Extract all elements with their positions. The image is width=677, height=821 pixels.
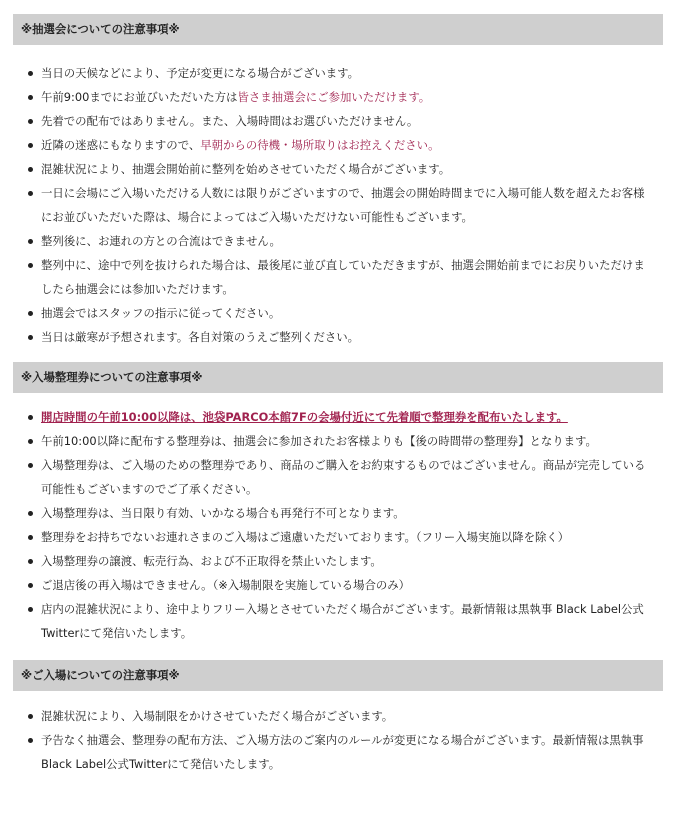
- list-item: [41, 109, 663, 133]
- note-text: 予告なく抽選会、整理券の配布方法、ご入場方法のご案内のルールが変更になる場合がございます。最新情報は黒執事 Black Label公式Twitterにて発信いたします。: [41, 733, 644, 771]
- bullet-icon: [28, 263, 33, 268]
- bullet-icon: [28, 415, 33, 420]
- list-item: [41, 229, 663, 253]
- list-item: [41, 597, 663, 645]
- list-item: [41, 429, 663, 453]
- notes-list: [13, 405, 663, 645]
- list-item: [41, 181, 663, 229]
- note-text: ご退店後の再入場はできません。（※入場制限を実施している場合のみ）: [41, 578, 411, 592]
- list-item: [41, 85, 663, 109]
- bullet-icon: [28, 607, 33, 612]
- bullet-icon: [28, 738, 33, 743]
- highlight-text[interactable]: 開店時間の午前10:00以降は、池袋PARCO本館7Fの会場付近にて先着順で整理券を配布いたします。: [41, 410, 568, 424]
- note-text: 整列中に、途中で列を抜けられた場合は、最後尾に並び直していただきますが、抽選会開始前までにお戻りいただけましたら抽選会には参加いただけます。: [41, 258, 645, 296]
- bullet-icon: [28, 511, 33, 516]
- bullet-icon: [28, 71, 33, 76]
- bullet-icon: [28, 714, 33, 719]
- note-text: 一日に会場にご入場いただける人数には限りがございますので、抽選会の開始時間までに入場可能人数を超えたお客様にお並びいただいた際は、場合によってはご入場いただけない可能性もございます。: [41, 186, 645, 224]
- bullet-icon: [28, 143, 33, 148]
- entry-notes-section: [13, 660, 663, 776]
- ticket-notes-section: [13, 362, 663, 645]
- list-item: [41, 501, 663, 525]
- section-title: ※入場整理券についての注意事項※: [13, 362, 663, 393]
- section-title: ※抽選会についての注意事項※: [13, 14, 663, 45]
- bullet-icon: [28, 95, 33, 100]
- list-item: [41, 453, 663, 501]
- note-text: 入場整理券は、ご入場のための整理券であり、商品のご購入をお約束するものではございません。商品が完売している可能性もございますのでご了承ください。: [41, 458, 646, 496]
- bullet-icon: [28, 311, 33, 316]
- bullet-icon: [28, 191, 33, 196]
- lottery-notes-section: [13, 14, 663, 349]
- bullet-icon: [28, 463, 33, 468]
- highlight-text: 皆さま抽選会にご参加いただけます。: [237, 90, 431, 104]
- note-text: 近隣の迷惑にもなりますので、: [41, 138, 201, 152]
- list-item: [41, 549, 663, 573]
- bullet-icon: [28, 559, 33, 564]
- bullet-icon: [28, 335, 33, 340]
- list-item: [41, 61, 663, 85]
- note-text: 混雑状況により、入場制限をかけさせていただく場合がございます。: [41, 709, 394, 723]
- note-text: 整列後に、お連れの方との合流はできません。: [41, 234, 281, 248]
- note-text: 午前9:00までにお並びいただいた方は: [41, 90, 238, 104]
- list-item: [41, 405, 663, 429]
- list-item: [41, 325, 663, 349]
- bullet-icon: [28, 119, 33, 124]
- note-text: 抽選会ではスタッフの指示に従ってください。: [41, 306, 281, 320]
- bullet-icon: [28, 535, 33, 540]
- note-text: 店内の混雑状況により、途中よりフリー入場とさせていただく場合がございます。最新情報は黒執事 Black Label公式Twitterにて発信いたします。: [41, 602, 644, 640]
- bullet-icon: [28, 239, 33, 244]
- notes-list: [13, 704, 663, 776]
- list-item: [41, 253, 663, 301]
- note-text: 混雑状況により、抽選会開始前に整列を始めさせていただく場合がございます。: [41, 162, 451, 176]
- notice-page: [13, 14, 663, 776]
- list-item: [41, 573, 663, 597]
- section-title: ※ご入場についての注意事項※: [13, 660, 663, 691]
- note-text: 当日は厳寒が予想されます。各自対策のうえご整列ください。: [41, 330, 360, 344]
- list-item: [41, 301, 663, 325]
- note-text: 入場整理券は、当日限り有効、いかなる場合も再発行不可となります。: [41, 506, 405, 520]
- list-item: [41, 525, 663, 549]
- bullet-icon: [28, 583, 33, 588]
- list-item: [41, 728, 663, 776]
- note-text: 先着での配布ではありません。また、入場時間はお選びいただけません。: [41, 114, 419, 128]
- list-item: [41, 157, 663, 181]
- list-item: [41, 704, 663, 728]
- note-text: 入場整理券の譲渡、転売行為、および不正取得を禁止いたします。: [41, 554, 382, 568]
- bullet-icon: [28, 439, 33, 444]
- highlight-text: 早朝からの待機・場所取りはお控えください。: [200, 138, 440, 152]
- note-text: 当日の天候などにより、予定が変更になる場合がございます。: [41, 66, 360, 80]
- notes-list: [13, 61, 663, 349]
- bullet-icon: [28, 167, 33, 172]
- note-text: 午前10:00以降に配布する整理券は、抽選会に参加されたお客様よりも【後の時間帯の整理券】となります。: [41, 434, 597, 448]
- note-text: 整理券をお持ちでないお連れさまのご入場はご遠慮いただいております。（フリー入場実施以降を除く）: [41, 530, 570, 544]
- list-item: [41, 133, 663, 157]
